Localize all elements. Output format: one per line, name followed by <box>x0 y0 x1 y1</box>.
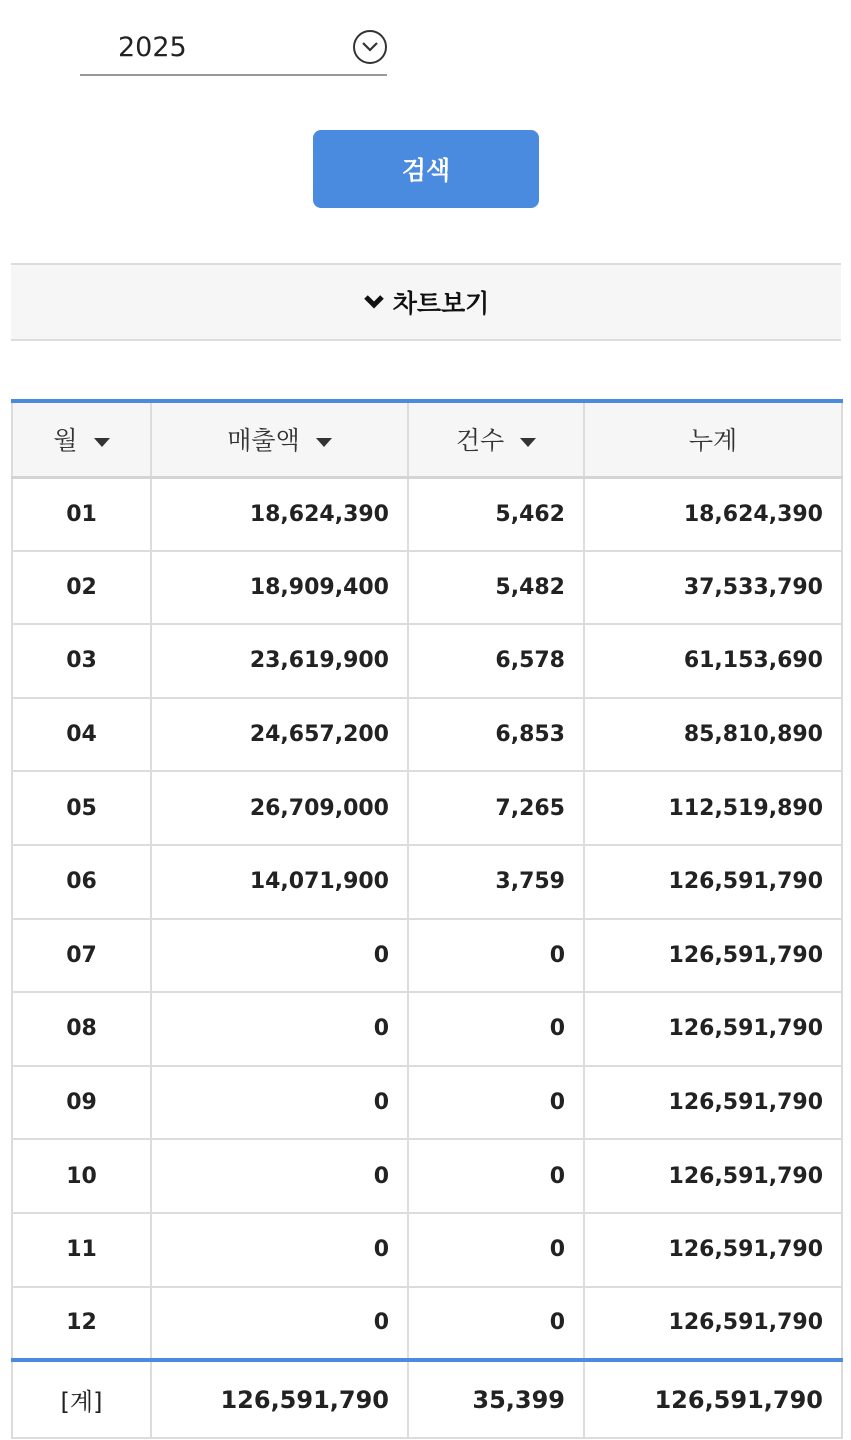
count-cell: 6,853 <box>408 698 584 772</box>
sales-cell: 24,657,200 <box>151 698 408 772</box>
table-row <box>12 1213 842 1287</box>
count-cell: 35,399 <box>408 1360 584 1438</box>
sales-cell: 0 <box>151 1066 408 1140</box>
table-row <box>12 698 842 772</box>
sales-cell: 0 <box>151 1287 408 1361</box>
sales-cell: 23,619,900 <box>151 624 408 698</box>
count-cell: 0 <box>408 1287 584 1361</box>
table-row <box>12 624 842 698</box>
table-row <box>12 992 842 1066</box>
month-cell: 03 <box>12 624 151 698</box>
chevron-down-icon[interactable] <box>353 30 387 64</box>
month-cell: 12 <box>12 1287 151 1361</box>
month-cell: 02 <box>12 551 151 625</box>
count-cell: 5,462 <box>408 477 584 551</box>
chevron-down-icon <box>363 293 385 311</box>
count-cell: 7,265 <box>408 771 584 845</box>
month-cell: [계] <box>12 1360 151 1438</box>
sales-cell: 14,071,900 <box>151 845 408 919</box>
cumulative-cell: 126,591,790 <box>584 1066 842 1140</box>
chart-toggle-label: 차트보기 <box>392 289 490 318</box>
count-cell: 0 <box>408 1213 584 1287</box>
month-cell: 05 <box>12 771 151 845</box>
cumulative-cell: 126,591,790 <box>584 1213 842 1287</box>
sales-cell: 0 <box>151 919 408 993</box>
month-cell: 07 <box>12 919 151 993</box>
sales-cell: 0 <box>151 1213 408 1287</box>
cumulative-cell: 126,591,790 <box>584 1287 842 1361</box>
table-total-row <box>12 1360 842 1438</box>
year-select-value: 2025 <box>118 32 187 63</box>
cumulative-cell: 18,624,390 <box>584 477 842 551</box>
sales-cell: 0 <box>151 992 408 1066</box>
sort-caret-icon[interactable] <box>520 438 536 447</box>
count-cell: 0 <box>408 1066 584 1140</box>
table-row <box>12 1287 842 1361</box>
column-header-sales[interactable]: 매출액 <box>151 401 408 477</box>
table-row <box>12 551 842 625</box>
cumulative-cell: 37,533,790 <box>584 551 842 625</box>
count-cell: 0 <box>408 1139 584 1213</box>
column-header-count[interactable]: 건수 <box>408 401 584 477</box>
year-select[interactable] <box>80 24 387 76</box>
sales-cell: 0 <box>151 1139 408 1213</box>
table-row <box>12 1139 842 1213</box>
chart-toggle-button[interactable] <box>11 263 841 341</box>
cumulative-cell: 85,810,890 <box>584 698 842 772</box>
table-row <box>12 477 842 551</box>
sales-table <box>11 399 843 1439</box>
month-cell: 01 <box>12 477 151 551</box>
month-cell: 06 <box>12 845 151 919</box>
month-cell: 04 <box>12 698 151 772</box>
count-cell: 5,482 <box>408 551 584 625</box>
table-header-row <box>12 401 842 477</box>
sales-cell: 18,909,400 <box>151 551 408 625</box>
count-cell: 3,759 <box>408 845 584 919</box>
count-cell: 0 <box>408 919 584 993</box>
month-cell: 08 <box>12 992 151 1066</box>
column-header-month[interactable]: 월 <box>12 401 151 477</box>
sales-cell: 18,624,390 <box>151 477 408 551</box>
cumulative-cell: 126,591,790 <box>584 919 842 993</box>
month-cell: 11 <box>12 1213 151 1287</box>
table-row <box>12 845 842 919</box>
month-cell: 09 <box>12 1066 151 1140</box>
sort-caret-icon[interactable] <box>94 438 110 447</box>
cumulative-cell: 61,153,690 <box>584 624 842 698</box>
table-row <box>12 919 842 993</box>
search-button[interactable]: 검색 <box>313 130 539 208</box>
cumulative-cell: 126,591,790 <box>584 1360 842 1438</box>
count-cell: 0 <box>408 992 584 1066</box>
table-row <box>12 1066 842 1140</box>
sales-cell: 126,591,790 <box>151 1360 408 1438</box>
month-cell: 10 <box>12 1139 151 1213</box>
count-cell: 6,578 <box>408 624 584 698</box>
cumulative-cell: 126,591,790 <box>584 845 842 919</box>
cumulative-cell: 112,519,890 <box>584 771 842 845</box>
table-row <box>12 771 842 845</box>
sort-caret-icon[interactable] <box>316 438 332 447</box>
cumulative-cell: 126,591,790 <box>584 1139 842 1213</box>
cumulative-cell: 126,591,790 <box>584 992 842 1066</box>
sales-cell: 26,709,000 <box>151 771 408 845</box>
column-header-cumulative: 누계 <box>584 401 842 477</box>
